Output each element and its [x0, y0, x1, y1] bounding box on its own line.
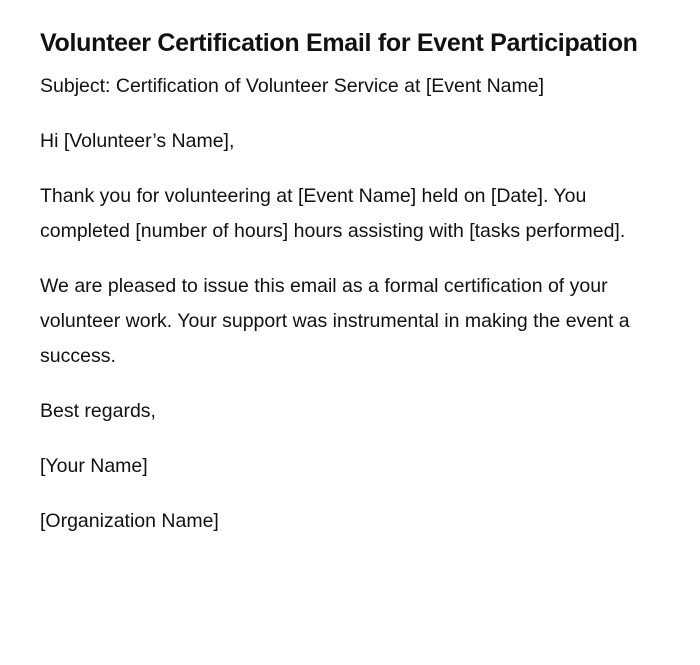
organization-name: [Organization Name] [40, 510, 219, 532]
document-title: Volunteer Certification Email for Event Participation [40, 29, 638, 57]
greeting: Hi [Volunteer’s Name], [40, 130, 235, 152]
email-subject: Subject: Certification of Volunteer Service at [Event Name] [40, 75, 545, 97]
body-paragraph-1: Thank you for volunteering at [Event Name] held on [Date]. You completed [number of hours] hours assisting with [tasks performed]. [40, 185, 626, 242]
body-paragraph-2: We are pleased to issue this email as a formal certification of your volunteer work. Your support was instrumental in making the event a success. [40, 275, 630, 367]
closing: Best regards, [40, 400, 156, 422]
sender-name: [Your Name] [40, 455, 148, 477]
